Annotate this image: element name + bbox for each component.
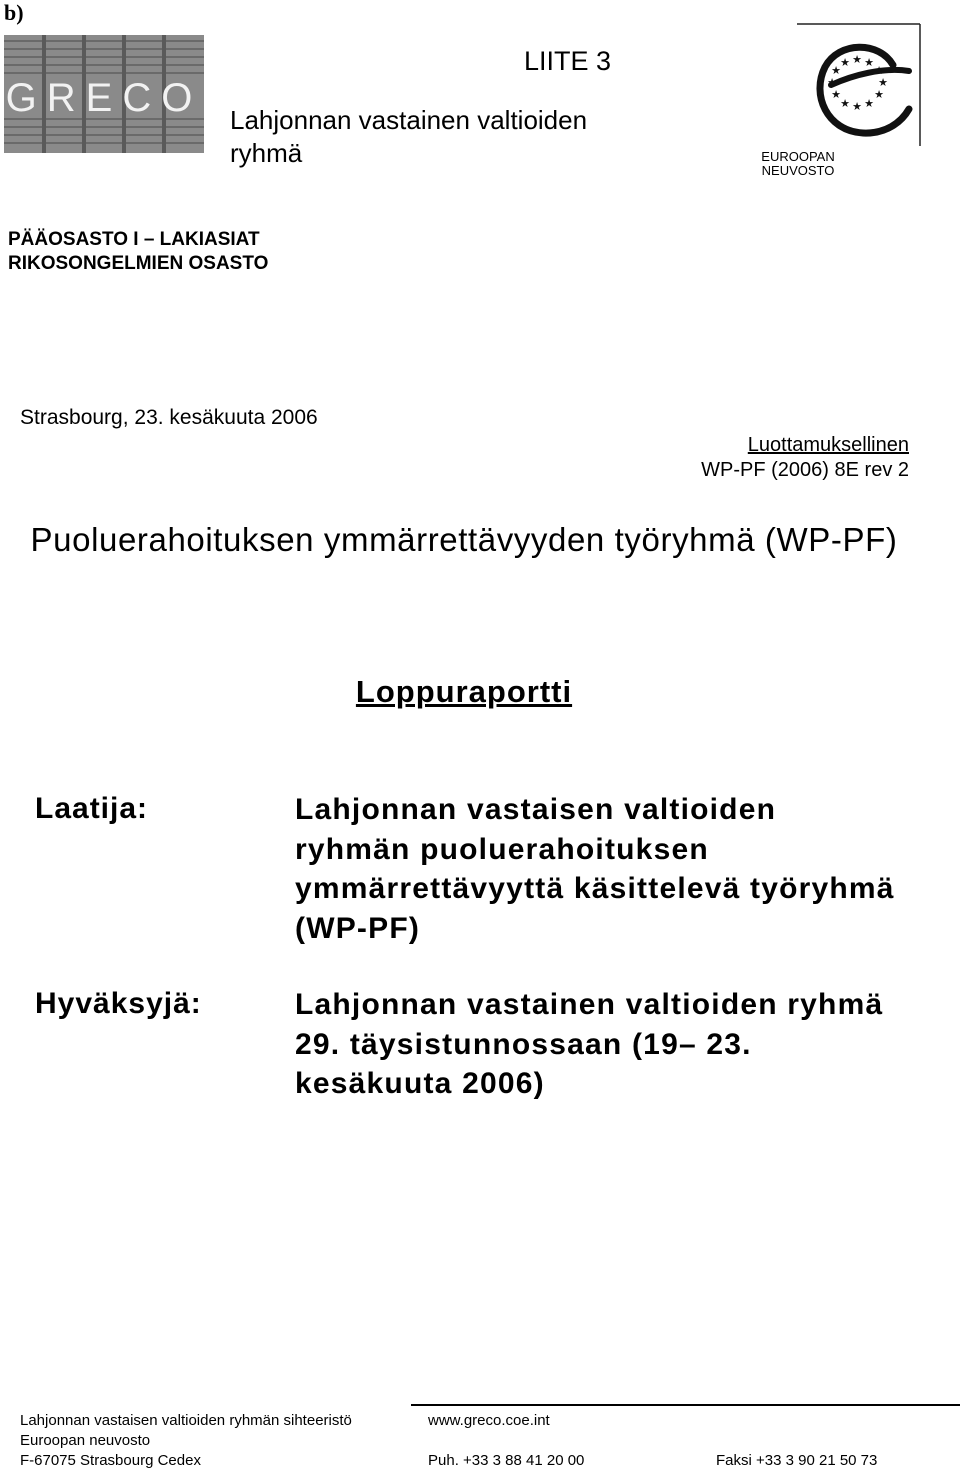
footer-address: F-67075 Strasbourg Cedex	[20, 1452, 201, 1469]
svg-text:★: ★	[831, 88, 841, 101]
svg-text:★: ★	[840, 97, 850, 110]
department-line-1: PÄÄOSASTO I – LAKIASIAT	[8, 229, 260, 250]
document-reference: WP-PF (2006) 8E rev 2	[701, 459, 909, 481]
corner-mark: b)	[4, 0, 24, 25]
footer-secretariat: Lahjonnan vastaisen valtioiden ryhmän sihteeristö	[20, 1412, 352, 1429]
prepared-by-value: Lahjonnan vastaisen valtioiden ryhmän puoluerahoituksen ymmärrettävyyttä käsittelevä työryhmä (WP-PF)	[295, 793, 895, 945]
place-date: Strasbourg, 23. kesäkuuta 2006	[20, 406, 318, 429]
svg-text:★: ★	[874, 88, 884, 101]
greco-logo-graphic	[4, 35, 204, 153]
svg-text:★: ★	[852, 100, 862, 113]
greco-logo	[4, 35, 204, 153]
department	[8, 228, 268, 276]
svg-text:★: ★	[852, 53, 862, 66]
greco-logo-text: GRECO	[5, 76, 203, 120]
approved-by-value: Lahjonnan vastainen valtioiden ryhmä 29. täysistunnossaan (19– 23. kesäkuuta 2006)	[295, 988, 884, 1100]
annex-label: LIITE 3	[524, 46, 612, 76]
footer-website[interactable]: www.greco.coe.int	[428, 1412, 550, 1429]
svg-text:★: ★	[827, 76, 837, 89]
svg-text:★: ★	[864, 56, 874, 69]
coe-logo-text: EUROOPAN NEUVOSTO	[761, 149, 835, 178]
prepared-by-label: Laatija:	[35, 792, 149, 825]
department-line-2: RIKOSONGELMIEN OSASTO	[8, 253, 269, 274]
footer-phone: Puh. +33 3 88 41 20 00	[428, 1452, 585, 1469]
coe-emblem-icon	[797, 23, 922, 148]
footer-council: Euroopan neuvosto	[20, 1432, 151, 1449]
svg-text:★: ★	[874, 64, 884, 77]
classification: Luottamuksellinen	[747, 434, 909, 456]
classification-block	[701, 433, 909, 483]
report-type: Loppuraportti	[355, 674, 573, 709]
footer-fax: Faksi +33 3 90 21 50 73	[716, 1452, 878, 1469]
document-title: Puoluerahoituksen ymmärrettävyyden työryhmä (WP-PF)	[30, 521, 898, 558]
svg-text:★: ★	[840, 56, 850, 69]
council-of-europe-logo	[797, 23, 922, 148]
svg-text:★: ★	[831, 64, 841, 77]
svg-text:★: ★	[864, 97, 874, 110]
approved-by-label: Hyväksyjä:	[35, 987, 202, 1020]
organisation-name: Lahjonnan vastainen valtioiden ryhmä	[230, 105, 588, 168]
footer-divider	[411, 1404, 960, 1406]
svg-text:★: ★	[878, 76, 888, 89]
